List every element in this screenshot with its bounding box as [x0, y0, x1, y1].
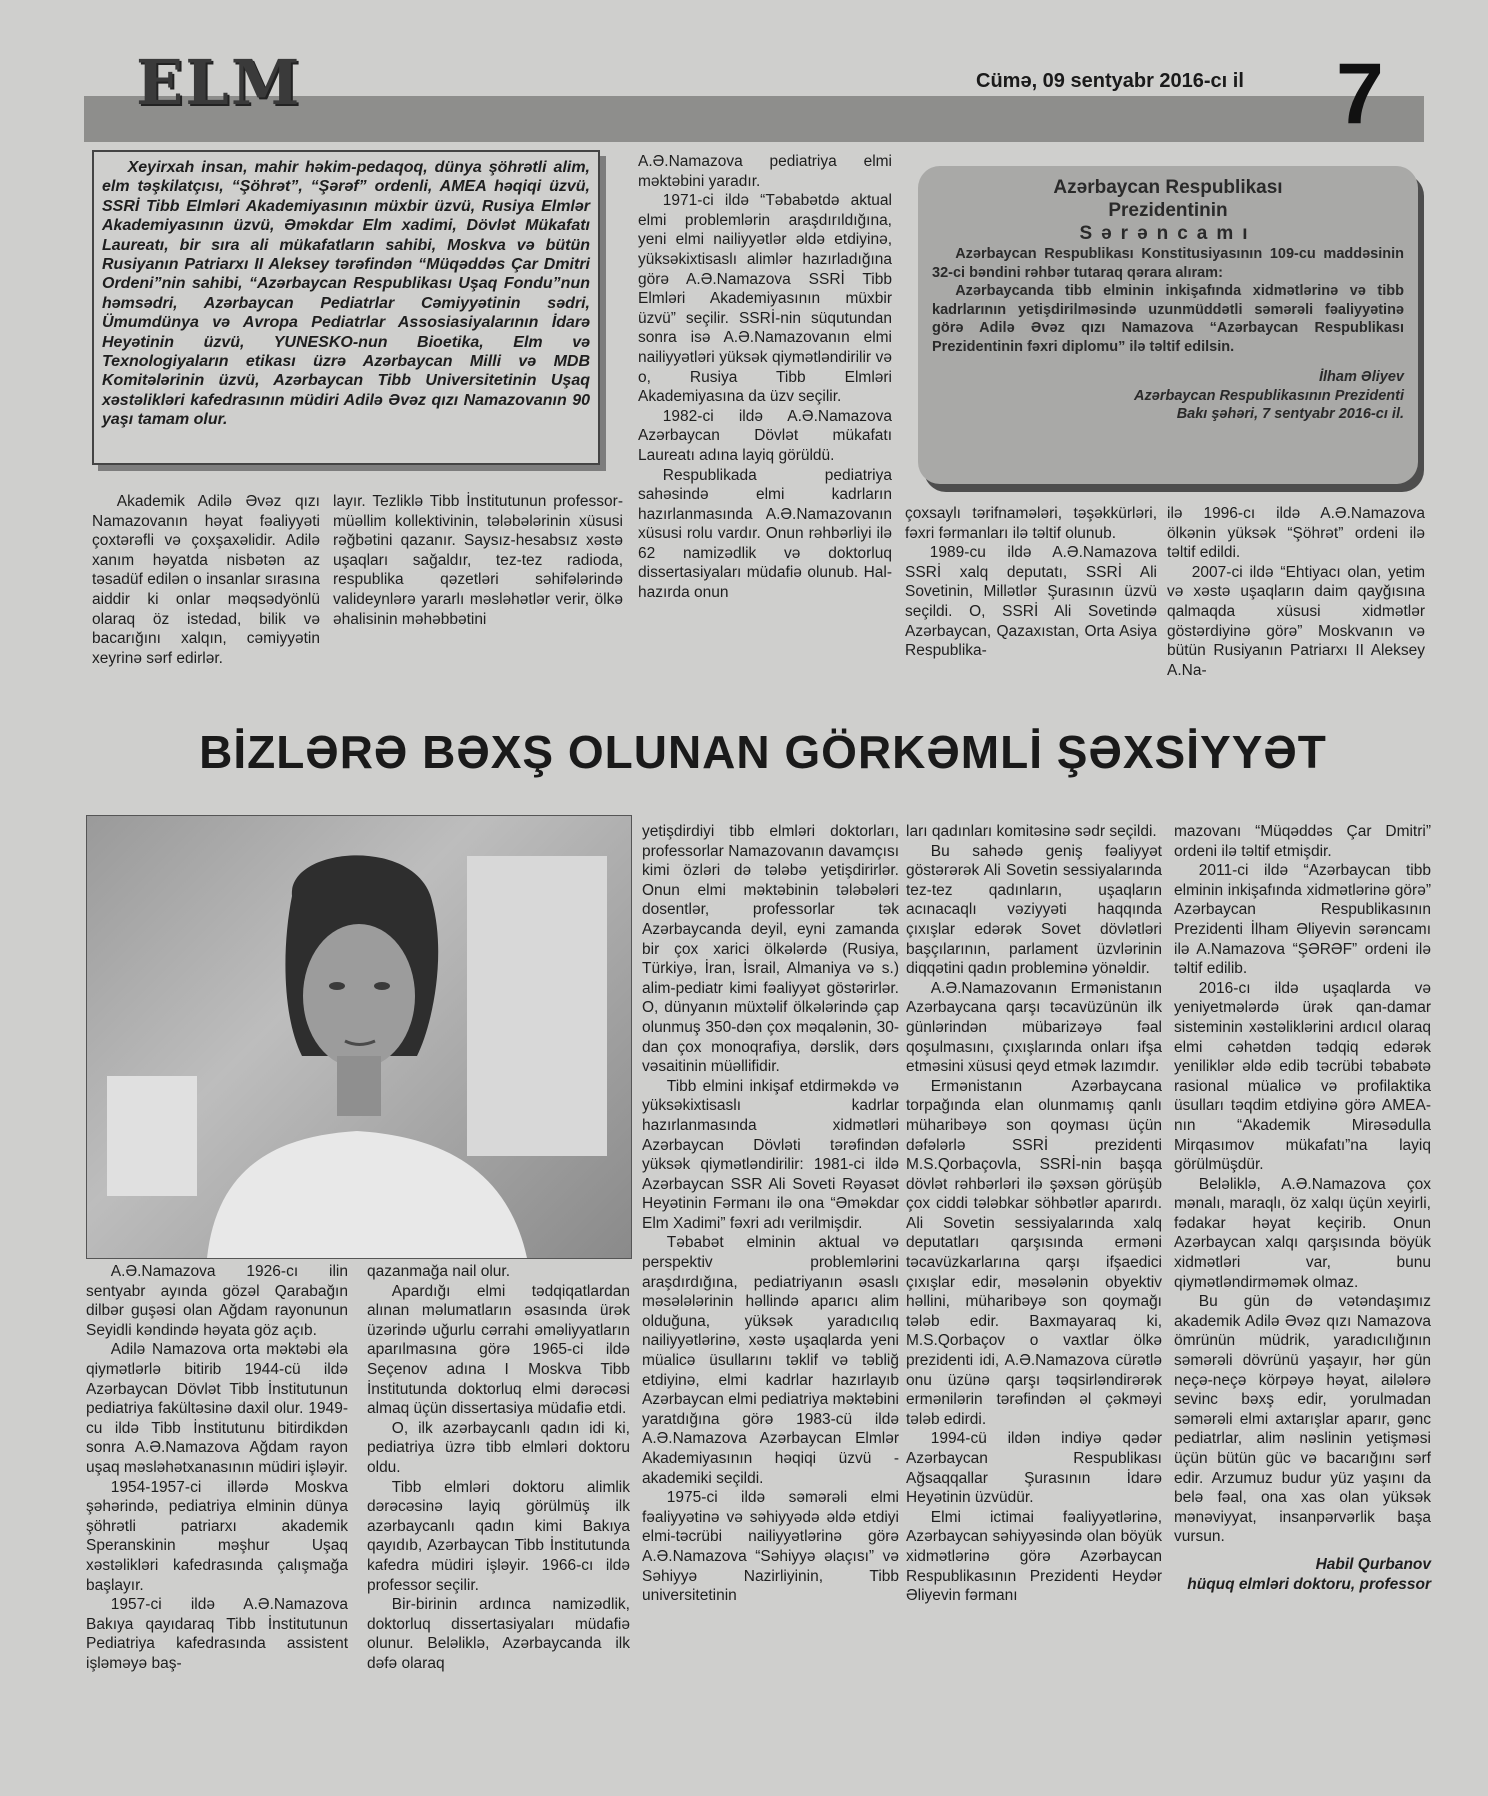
- paragraph: Elmi ictimai fəaliyyətlərinə, Azərbaycan səhiyyəsində olan böyük xidmətlərinə görə Azərbaycan Respublikasının Prezidenti Heydər Əliyevin fərmanı: [906, 1508, 1162, 1605]
- upper-column-3: [638, 152, 892, 603]
- issue-date: Cümə, 09 sentyabr 2016-cı il: [976, 70, 1244, 92]
- paragraph: çoxsaylı tərifnamələri, təşəkkürləri, fəxri fərmanları ilə təltif olunub.: [905, 505, 1157, 542]
- paragraph: ilə 1996-cı ildə A.Ə.Namazova ölkənin yüksək “Şöhrət” ordeni ilə təltif edildi.: [1167, 505, 1425, 562]
- paragraph: Bu sahədə geniş fəaliyyət göstərərək Ali Sovetin sessiyalarında tez-tez qadınların, uşaqların acınacaqlı vəziyyəti haqqında çıxışlar edərək Sovet dövlətləri başçılarının, parlament üzvlərinin diqqətini qadın probleminə yönəldir.: [906, 842, 1162, 978]
- paragraph: Tibb elmini inkişaf etdirməkdə və yüksəkixtisaslı kadrlar hazırlanmasında xidmətləri Azərbaycan Dövləti tərəfindən yüksək qiymətləndirilir: 1981-ci ildə Azərbaycan SSR Ali Soveti Rəyasət Heyətinin Fərmanı ilə ona “Əməkdar Elm Xadimi” fəxri adı verilmişdir.: [642, 1077, 899, 1232]
- paragraph: 1954-1957-ci illərdə Moskva şəhərində, pediatriya elminin dünya şöhrətli patriarxı akademik Speranskinin məşhur Uşaq xəstəlikləri kafedrasında çalışmağa başlayır.: [86, 1478, 348, 1594]
- paragraph: 1957-ci ildə A.Ə.Namazova Bakıya qayıdaraq Tibb İnstitutunun Pediatriya kafedrasında assistent işləməyə baş-: [86, 1596, 348, 1672]
- portrait-photo: [86, 815, 632, 1259]
- paragraph: 2016-cı ildə uşaqlarda və yeniyetmələrdə ürək qan-damar sisteminin xəstəliklərini ardıcıl olaraq elmi cəhətdən tədqiq edərək yeniliklər əldə edib təcrübi təbabətə rasional müalicə və profilaktika üsulları təqdim etdiyinə görə AMEA-nın “Akademik Mirəsədulla Mirqasımov mükafatı”na layiq görülmüşdür.: [1174, 979, 1431, 1174]
- article-headline: BİZLƏRƏ BƏXŞ OLUNAN GÖRKƏMLİ ŞƏXSİYYƏT: [199, 726, 1327, 778]
- upper-column-2: [333, 492, 623, 629]
- paragraph: qazanmağa nail olur.: [367, 1263, 511, 1280]
- paragraph: Bir-birinin ardınca namizədlik, doktorluq dissertasiyaları müdafiə olunur. Beləliklə, Azərbaycanda ilk dəfə olaraq: [367, 1596, 630, 1672]
- decree-signer: İlham Əliyev: [1319, 369, 1404, 385]
- upper-column-5: [1167, 504, 1425, 680]
- presidential-decree-box: [918, 166, 1418, 484]
- lower-column-5: [1174, 822, 1431, 1594]
- paragraph: mazovanı “Müqəddəs Çar Dmitri” ordeni ilə təltif etmişdir.: [1174, 823, 1431, 860]
- paragraph: 1975-ci ildə səmərəli elmi fəaliyyətinə və səhiyyədə əldə etdiyi elmi-təcrübi nailiyyətlərinə görə A.Ə.Namazova “Səhiyyə əlaçısı” və Səhiyyə Nazirliyinin, Tibb universitetinin: [642, 1489, 899, 1605]
- decree-title-line-2: Prezidentinin: [1108, 200, 1228, 221]
- paragraph: 1971-ci ildə “Təbabətdə aktual elmi problemlərin araşdırıldığına, yeni elmi nailiyyətlər əldə etdiyinə, yüksəkixtisaslı alimlər hazırladığına görə A.Ə.Namazova SSRİ Tibb Elmləri Akademiyasının müxbir üzvü” seçilir. SSRİ-nin süqutundan sonra isə A.Ə.Namazovanın elmi nailiyyətləri yüksək qiymətləndirilir və o, Rusiya Tibb Elmləri Akademiyasına da üzv seçilir.: [638, 192, 892, 406]
- paragraph: Respublikada pediatriya sahəsində elmi kadrların hazırlanmasında A.Ə.Namazovanın xüsusi rolu vardır. Onun rəhbərliyi ilə 62 namizədlik və doktorluq dissertasiyaları müdafiə olunub. Hal-hazırda onun: [638, 466, 892, 602]
- paragraph: Apardığı elmi tədqiqatlardan alınan məlumatların əsasında ürək üzərində uğurlu cərrahi əməliyyatların aparılmasına görə 1965-ci ildə Seçenov adına I Moskva Tibb İnstitutunda doktorluq elmi dərəcəsi almaq üçün dissertasiya müdafiə etdi.: [367, 1282, 630, 1418]
- paragraph: Bu gün də vətəndaşımız akademik Adilə Əvəz qızı Namazova ömrünün müdrik, yaradıcılığının səmərəli dövrünü yaşayır, hər gün neçə-neçə körpəyə həyat, ailələrə sevinc bəxş edir, yorulmadan səmərəli elmi axtarışlar aparır, gənc pediatrlar, alim nəslinin yetişməsi üçün bütün güc və bacarığını sərf edir. Arzumuz budur yüz yaşını da belə fəal, ona xas olan yüksək mənəviyyat, insanpərvərlik başa vursun.: [1174, 1293, 1431, 1546]
- paragraph: Beləliklə, A.Ə.Namazova çox mənalı, maraqlı, öz xalqı üçün xeyirli, fədakar həyat keçirib. Onun Azərbaycan xalqı qarşısında böyük xidmətləri var, bunu qiymətləndirməmək olmaz.: [1174, 1175, 1431, 1291]
- lower-column-2: [367, 1262, 630, 1673]
- paragraph: 1982-ci ildə A.Ə.Namazova Azərbaycan Dövlət mükafatı Laureatı adına layiq görüldü.: [638, 407, 892, 464]
- author-title: hüquq elmləri doktoru, professor: [1187, 1575, 1431, 1593]
- paragraph: layır. Tezliklə Tibb İnstitutunun professor-müəllim kollektivinin, tələbələrinin xüsusi rəğbətini qazanır. Saysız-hesabsız xəstə uşaqları sağaldır, tez-tez radioda, respublika qəzetləri səhifələrində valideynlərə yararlı məsləhətlər verir, ölkə əhalisinin məhəbbətini: [333, 493, 623, 628]
- paragraph: A.Ə.Namazovanın Ermənistanın Azərbaycana qarşı təcavüzünün ilk günlərindən mübarizəyə fəal qoşulmasını, çıxışlarında onları ifşa etməsini xüsusi qeyd etmək lazımdır.: [906, 979, 1162, 1076]
- paragraph: yetişdirdiyi tibb elmləri doktorları, professorlar Namazovanın davamçısı kimi özləri də tələbə yetişdirirlər. Onun elmi məktəbinin tələbələri dosentlər, professorlar tək Azərbaycanda deyil, eyni zamanda bir çox xarici ölkələrdə (Rusiya, Türkiyə, İran, İsrail, Almaniya və s.) alim-pediatr kimi fəaliyyət göstərirlər. O, dünyanın müxtəlif ölkələrində çap olunmuş 350-dən çox məqalənin, 30-dan çox monoqrafiya, dərslik, dərs vəsaitinin müəllifidir.: [642, 823, 899, 1076]
- lower-column-3: [642, 822, 899, 1606]
- lower-column-1: [86, 1262, 348, 1673]
- portrait-image: [87, 816, 631, 1258]
- paragraph: Ermənistanın Azərbaycana torpağında elan olunmamış qanlı müharibəyə son qoyması üçün dəfələrlə SSRİ prezidenti M.S.Qorbaçovla, SSRİ-nin başqa dövlət rəhbərləri ilə şəxsən görüşüb çox ciddi tələbkar söhbətlər aparırdı. Ali Sovetin sessiyalarında xalq deputatları qarşısında erməni təcavüzkarlarına qarşı ifşaedici çıxışlar edir, məsələnin obyektiv həllini, müharibəyə son qoymağı tələb edir. Baxmayaraq ki, M.S.Qorbaçov o vaxtlar ölkə prezidenti idi, A.Ə.Namazova cürətlə onu üzünə qarşı təqsirləndirərək ermənilərin tərəfindən əl çəkməyi tələb edirdi.: [906, 1077, 1162, 1428]
- paragraph: Adilə Namazova orta məktəbi əla qiymətlərlə bitirib 1944-cü ildə Azərbaycan Dövlət Tibb İnstitutunun pediatriya fakültəsinə daxil olur. 1949-cu ildə Tibb İnstitutunu bitirdikdən sonra A.Ə.Namazova Ağdam rayon uşaq məsləhətxanasının müdiri işləyir.: [86, 1341, 348, 1476]
- decree-signer-title: Azərbaycan Respublikasının Prezidenti: [1134, 387, 1404, 404]
- decree-place-date: Bakı şəhəri, 7 sentyabr 2016-cı il.: [1176, 406, 1404, 422]
- upper-column-1: [92, 492, 320, 668]
- paragraph: Akademik Adilə Əvəz qızı Namazovanın həyat fəaliyyəti çoxtərəfli və çoxşaxəlidir. Adilə xanım həyatda nisbətən az təsadüf edilən o insanlar sırasına aiddir ki onlar məqsədyönlü olaraq öz istedad, bilik və bacarığını xalqın, cəmiyyətin xeyrinə sərf edirlər.: [92, 493, 320, 667]
- paragraph: A.Ə.Namazova pediatriya elmi məktəbini yaradır.: [638, 153, 892, 190]
- decree-paragraph: Azərbaycan Respublikası Konstitusiyasının 109-cu maddəsinin 32-ci bəndini rəhbər tutaraq qərara alıram:: [932, 246, 1404, 281]
- paragraph: Tibb elmləri doktoru alimlik dərəcəsinə layiq görülmüş ilk azərbaycanlı qadın kimi Bakıya qayıdıb, Azərbaycan Tibb İnstitutunda kafedra müdiri işləyir. 1966-cı ildə professor seçilir.: [367, 1478, 630, 1594]
- intro-box: [92, 150, 600, 465]
- paragraph: 2011-ci ildə “Azərbaycan tibb elminin inkişafında xidmətlərinə görə” Azərbaycan Respublikasının Prezidenti İlham Əliyevin sərəncamı ilə A.Namazova “ŞƏRƏF” ordeni ilə təltif edilib.: [1174, 862, 1431, 978]
- paragraph: 2007-ci ildə “Ehtiyacı olan, yetim və xəstə uşaqların daim qayğısına qalmaqda xüsusi xidmətlər göstərdiyinə görə” Moskvanın və bütün Rusiyanın Patriarxı II Aleksey A.Na-: [1167, 563, 1425, 679]
- paragraph: O, ilk azərbaycanlı qadın idi ki, pediatriya üzrə tibb elmləri doktoru oldu.: [367, 1419, 630, 1476]
- paragraph: 1994-cü ildən indiyə qədər Azərbaycan Respublikası Ağsaqqallar Şurasının İdarə Heyətinin üzvüdür.: [906, 1430, 1162, 1507]
- paragraph: 1989-cu ildə A.Ə.Namazova SSRİ xalq deputatı, SSRİ Ali Sovetinin, Millətlər Şurasının üzvü seçildi. O, SSRİ Ali Sovetində Azərbaycan, Qazaxıstan, Orta Asiya Respublika-: [905, 544, 1157, 660]
- paragraph: ları qadınları komitəsinə sədr seçildi.: [906, 823, 1157, 840]
- author-name: Habil Qurbanov: [1315, 1555, 1431, 1573]
- paragraph: A.Ə.Namazova 1926-cı ilin sentyabr ayında gözəl Qarabağın dilbər guşəsi olan Ağdam rayonunun Seyidli kəndində həyata göz açıb.: [86, 1263, 348, 1339]
- decree-paragraph: Azərbaycanda tibb elminin inkişafında xidmətlərinə və tibb kadrlarının yetişdirilməsində uzunmüddətli səmərəli fəaliyyətinə görə Adilə Əvəz qızı Namazova “Azərbaycan Respublikası Prezidentinin fəxri diplomu” ilə təltif edilsin.: [932, 283, 1404, 355]
- decree-title-line-3: Sərəncamı: [1079, 223, 1257, 244]
- paragraph: Təbabət elminin aktual və perspektiv problemlərini araşdırdığına, pediatriyanın əsaslı məsələlərinin həllində aparıcı alim olduğuna, yüksək yaradıcılıq nailiyyətlərinə, xəstə uşaqlarda yeni müalicə üsullarını təklif və təbliğ etdiyinə, elmi kadrlar hazırlayıb Azərbaycan elmi pediatriya məktəbini yaratdığına görə 1983-cü ildə A.Ə.Namazova Azərbaycan Elmlər Akademiyasının həqiqi üzvü - akademiki seçildi.: [642, 1234, 899, 1487]
- section-logo: ELM: [136, 46, 302, 119]
- page-number: 7: [1336, 46, 1384, 142]
- intro-text: Xeyirxah insan, mahir həkim-pedaqoq, dünya şöhrətli alim, elm təşkilatçısı, “Şöhrət”, “Şərəf” ordenli, AMEA həqiqi üzvü, SSRİ Tibb Elmləri Akademiyasının müxbir üzvü, Rusiya Elmlər Akademiyasının üzvü, Əməkdar Elm xadimi, Dövlət Mükafatı Laureatı, bir sıra ali mükafatların sahibi, Moskva və bütün Rusiyanın Patriarxı II Aleksey tərəfindən “Müqəddəs Çar Dmitri Ordeni”nin sahibi, “Azərbaycan Respublikası Uşaq Fondu”nun həmsədri, Azərbaycan Pediatrlar Cəmiyyətinin sədri, Ümumdünya və Avropa Pediatrlar Assosiasiyalarının İdarə Heyətinin üzvü, YUNESKO-nun Bioetika, Elm və Texnologiyaların etikası üzrə Azərbaycan Milli və MDB Komitələrinin üzvü, Azərbaycan Tibb Universitetinin Uşaq xəstəlikləri kafedrasının müdiri Adilə Əvəz qızı Namazovanın 90 yaşı tamam olur.: [102, 159, 590, 429]
- decree-title-line-1: Azərbaycan Respublikası: [1053, 177, 1283, 198]
- upper-column-4: [905, 504, 1157, 661]
- lower-column-4: [906, 822, 1162, 1606]
